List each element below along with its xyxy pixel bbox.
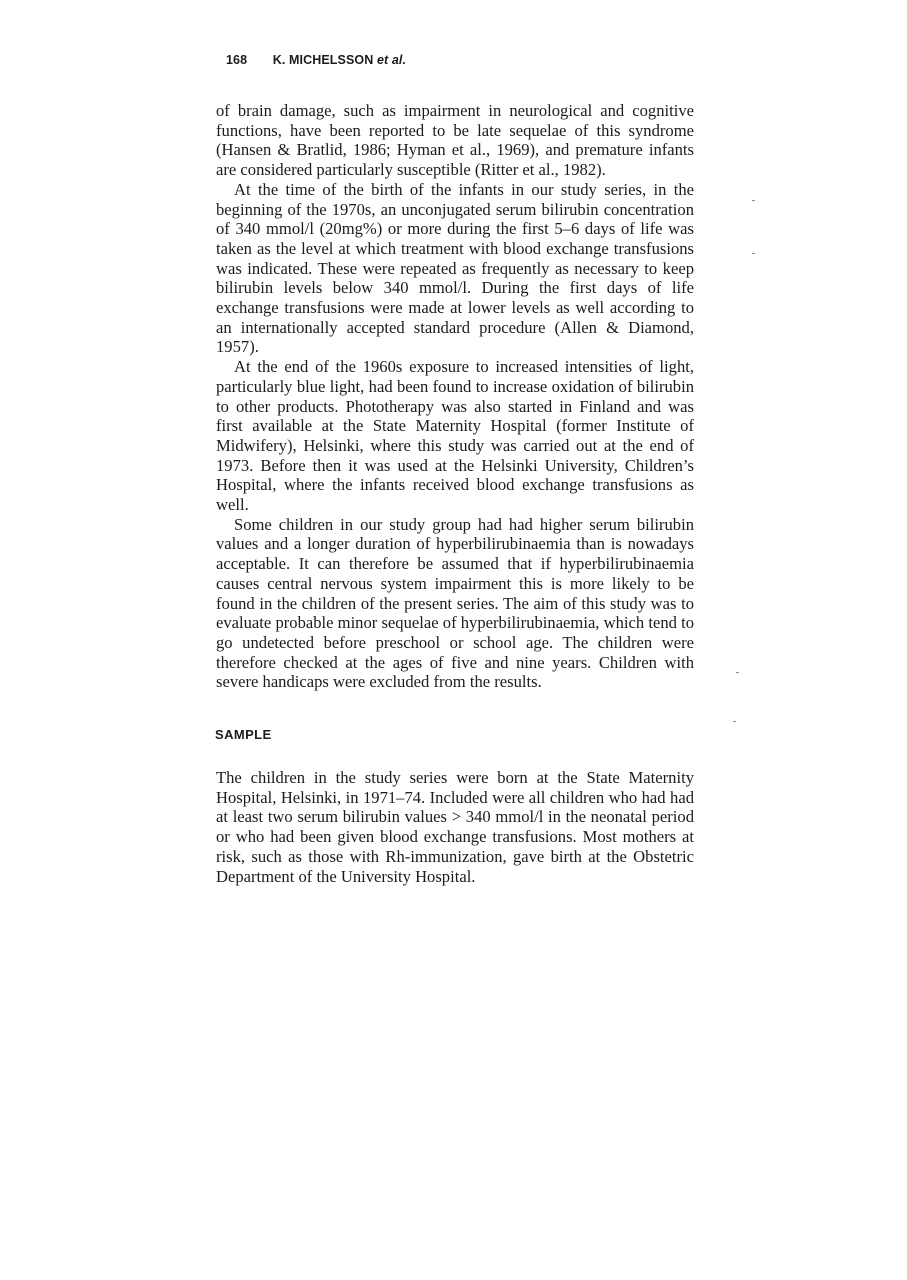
page-number: 168 <box>226 53 248 67</box>
intro-paragraph-2: At the time of the birth of the infants in our study series, in the beginning of the 1970s, an unconjugated serum bilirubin concentration of 340 mmol/l (20mg%) or more during the first 5–6 days of life was taken as the level at which treatment with blood exchange transfusions was indicated. These were repeated as frequently as necessary to keep bilirubin levels below 340 mmol/l. During the first days of life exchange transfusions were made at lower levels as well according to an internationally accepted standard procedure (Allen & Diamond, 1957). <box>216 179 694 357</box>
sample-paragraph-1: The children in the study series were born at the State Maternity Hospital, Helsinki, in 1971–74. Included were all children who had had at least two serum bilirubin values > 340 mmol/l in the neonatal period or who had been given blood exchange transfusions. Most mothers at risk, such as those with Rh-immunization, gave birth at the Obstetric Department of the University Hospital. <box>216 768 694 886</box>
author-etal: et al. <box>376 53 407 67</box>
intro-paragraph-1: of brain damage, such as impairment in neurological and cognitive functions, have been reported to be late sequelae of this syndrome (Hansen & Bratlid, 1986; Hyman et al., 1969), and premature infants are considered particularly susceptible (Ritter et al., 1982). <box>216 101 694 180</box>
intro-paragraph-3: At the end of the 1960s exposure to increased intensities of light, particularly blue light, had been found to increase oxidation of bilirubin to other products. Phototherapy was also started in Finland and was first available at the State Maternity Hospital (former Institute of Midwifery), Helsinki, where this study was carried out at the end of 1973. Before then it was used at the Helsinki University, Children’s Hospital, where the infants received blood exchange transfusions as well. <box>216 357 694 515</box>
sample-heading: SAMPLE <box>215 727 272 742</box>
scan-speck <box>752 253 755 254</box>
running-head-authors <box>273 53 406 67</box>
scan-speck <box>752 200 755 201</box>
author-names: K. MICHELSSON <box>272 53 374 67</box>
running-head <box>226 53 406 67</box>
intro-paragraph-4: Some children in our study group had had higher serum bilirubin values and a longer duration of hyperbilirubinaemia than is nowadays acceptable. It can therefore be assumed that if hyperbilirubinaemia causes central nervous system impairment this is more likely to be found in the children of the present series. The aim of this study was to evaluate probable minor sequelae of hyperbilirubinaemia, which tend to go undetected before preschool or school age. The children were therefore checked at the ages of five and nine years. Children with severe handicaps were excluded from the results. <box>216 514 694 692</box>
sample-section <box>216 768 694 886</box>
intro-section <box>216 101 694 692</box>
scan-speck <box>733 721 736 722</box>
scan-speck <box>736 672 739 673</box>
